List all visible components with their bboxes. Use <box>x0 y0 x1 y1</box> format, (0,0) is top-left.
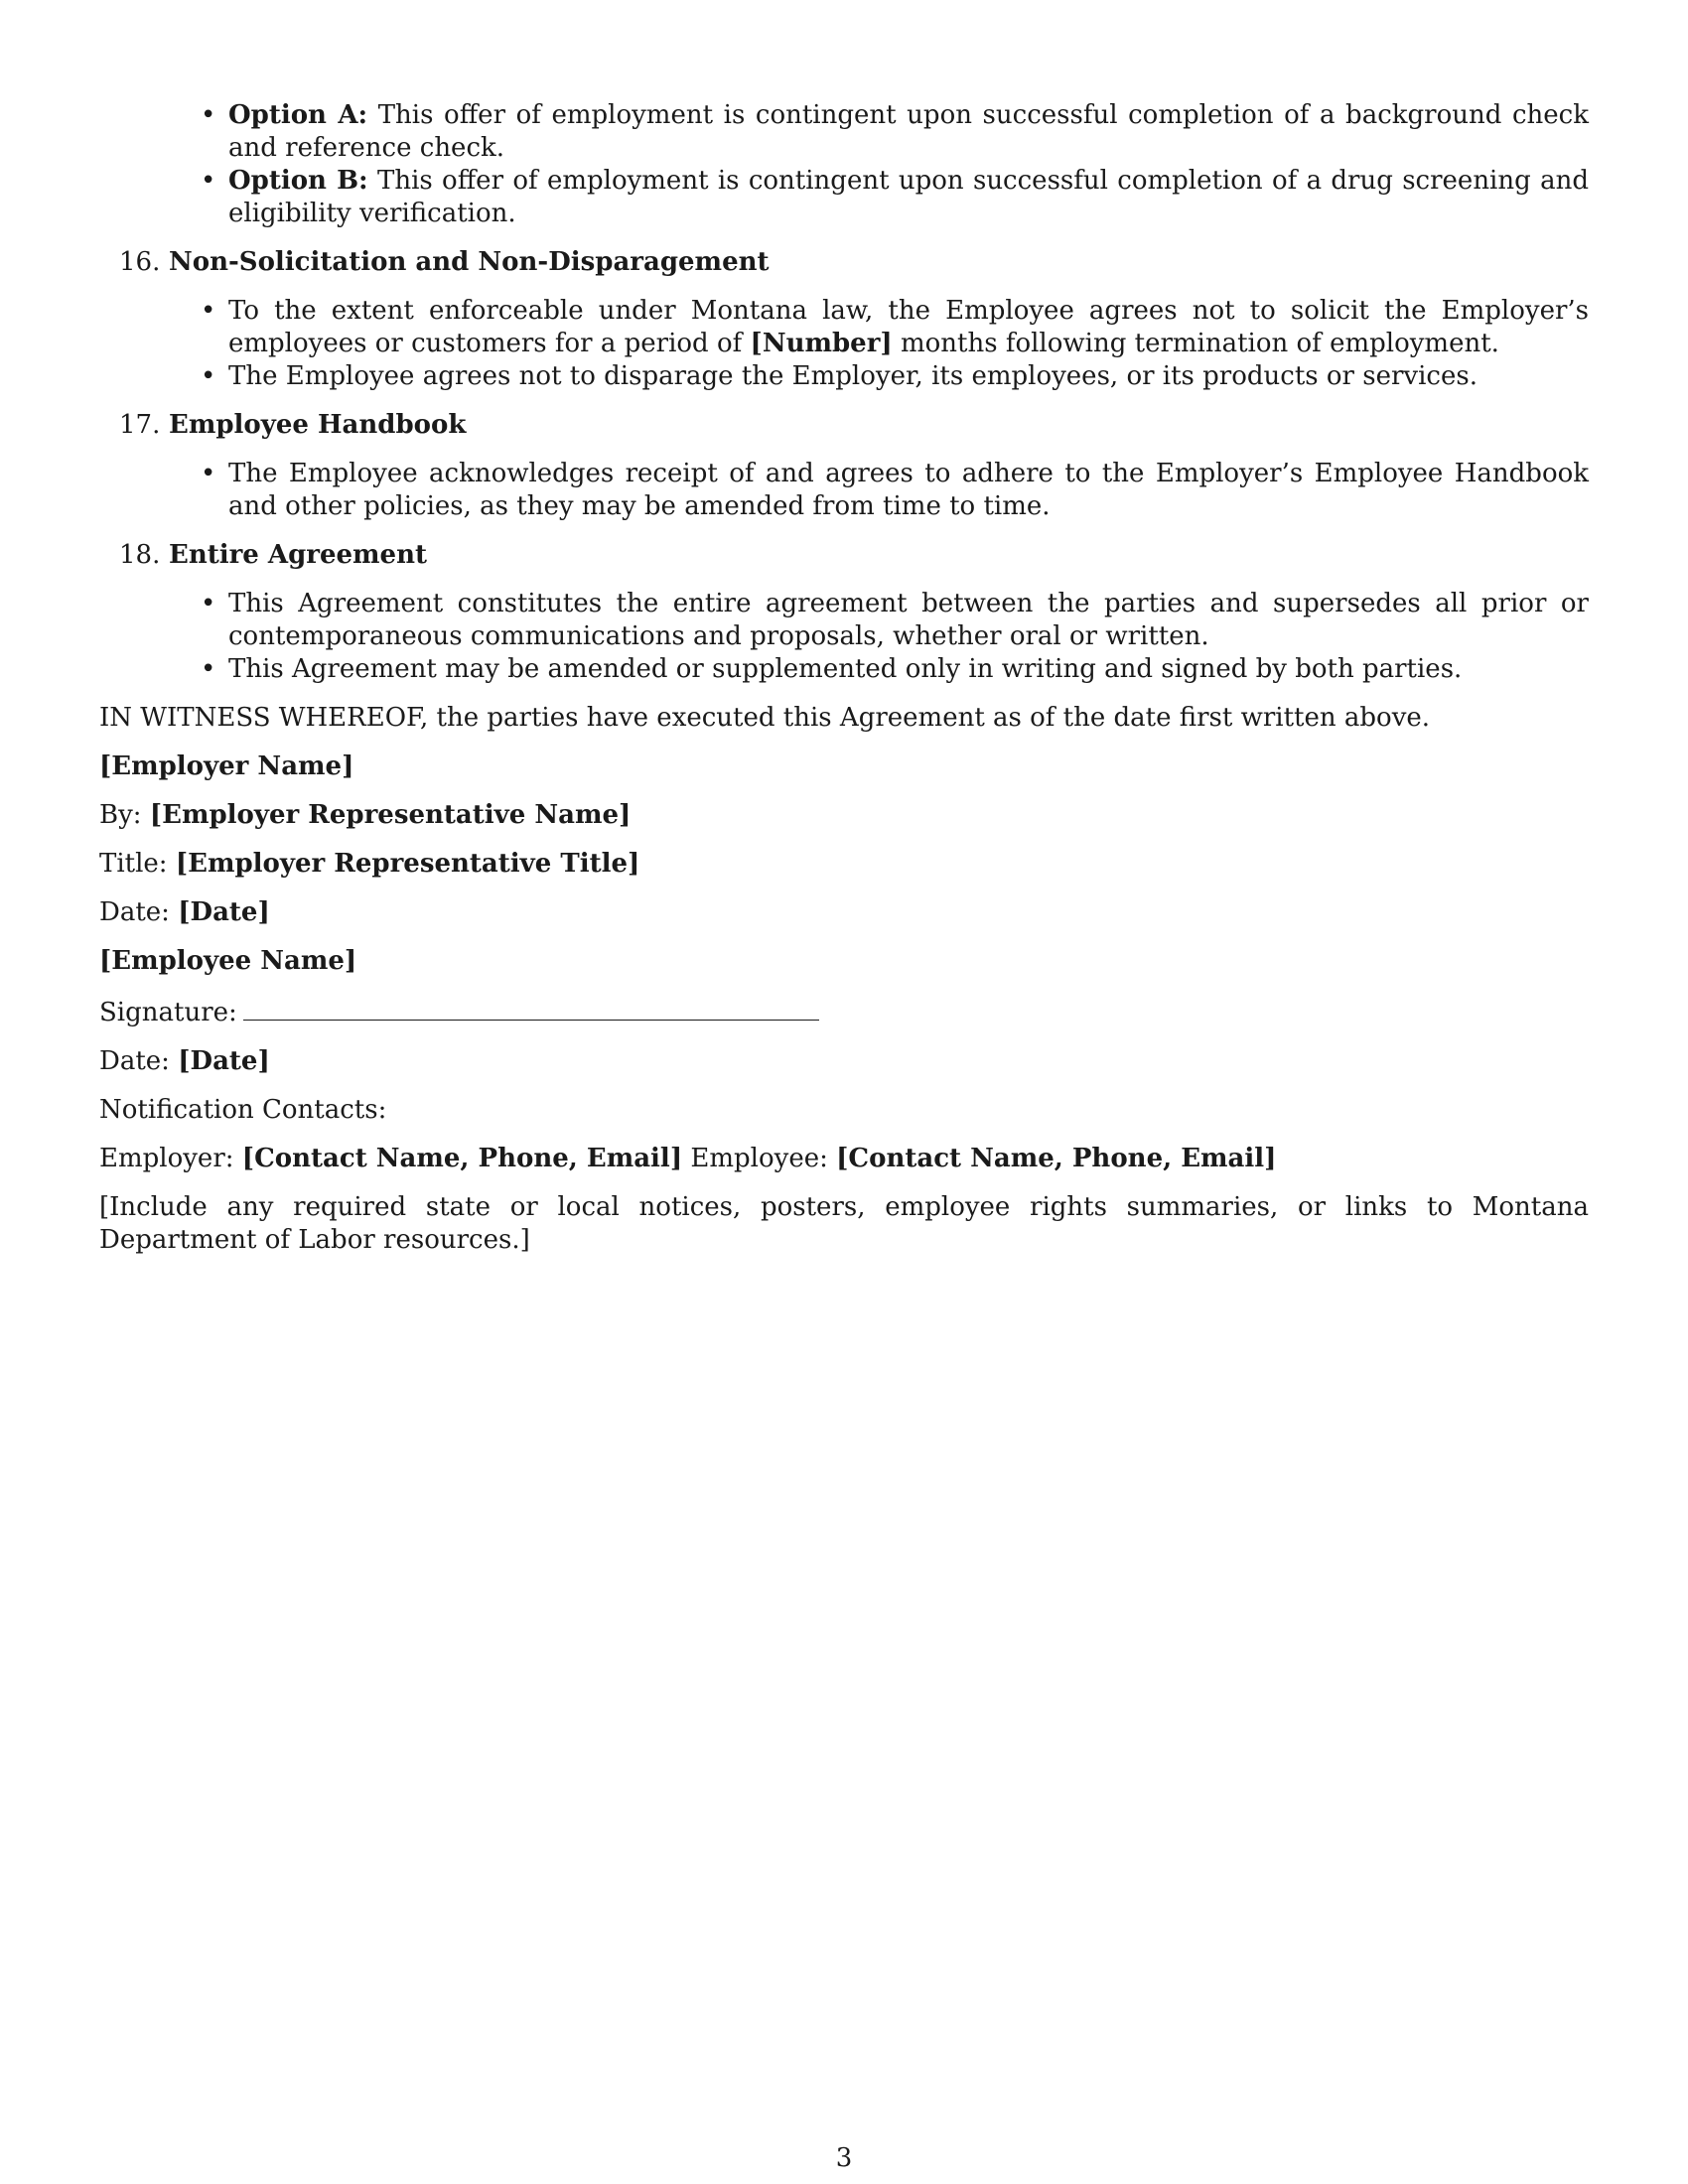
list-item <box>228 295 1589 360</box>
section-17-list <box>99 458 1589 523</box>
notice-paragraph: [Include any required state or local notices, posters, employee rights summaries, or links to Montana Department of Labor resources.] <box>99 1192 1589 1255</box>
document-page <box>99 99 1589 1257</box>
list-item <box>228 99 1589 165</box>
employer-contact-value: [Contact Name, Phone, Email] <box>241 1144 683 1173</box>
by-label: By: <box>99 800 142 830</box>
section-number: 18. <box>119 540 161 570</box>
section-18-heading <box>99 539 1589 572</box>
notification-heading: Notification Contacts: <box>99 1095 387 1125</box>
section-title: Non-Solicitation and Non-Disparagement <box>169 247 770 277</box>
list-item <box>228 165 1589 230</box>
list-item: • The Employee acknowledges receipt of and agrees to adhere to the Employer’s Employee Handbook and other policies, as they may be amended from time to time. <box>228 458 1589 523</box>
employer-name <box>99 751 1589 783</box>
option-a-text: This offer of employment is contingent upon successful completion of a background check and reference check. <box>228 100 1589 163</box>
page-number: 3 <box>835 2143 853 2173</box>
employer-title-line <box>99 848 1589 881</box>
employer-name-value: [Employer Name] <box>99 751 354 781</box>
employee-date-line <box>99 1045 1589 1078</box>
option-b-text: This offer of employment is contingent upon successful completion of a drug screening and eligibility verification. <box>228 166 1589 228</box>
section-title: Employee Handbook <box>169 410 467 440</box>
employee-contact-value: [Contact Name, Phone, Email] <box>836 1144 1277 1173</box>
signature-label: Signature: <box>99 998 237 1027</box>
title-label: Title: <box>99 849 168 879</box>
option-a-label: Option A: <box>228 100 368 130</box>
by-value: [Employer Representative Name] <box>149 800 632 830</box>
item-text: To the extent enforceable under Montana law, the Employee agrees not to solicit the Employer’s employees or customers for a period of <box>228 296 1589 358</box>
date-label: Date: <box>99 1046 170 1076</box>
list-item: • The Employee agrees not to disparage the Employer, its employees, or its products or services. <box>228 360 1589 393</box>
date-value: [Date] <box>178 1046 270 1076</box>
section-17-heading <box>99 409 1589 442</box>
continued-option-list <box>99 99 1589 230</box>
section-16-list <box>99 295 1589 393</box>
employee-contact-label: Employee: <box>690 1144 828 1173</box>
date-value: [Date] <box>178 897 270 927</box>
section-16-heading <box>99 246 1589 279</box>
date-label: Date: <box>99 897 170 927</box>
employee-name-value: [Employee Name] <box>99 946 357 976</box>
section-number: 16. <box>119 247 161 277</box>
section-title: Entire Agreement <box>169 540 427 570</box>
section-number: 17. <box>119 410 161 440</box>
employer-date-line <box>99 896 1589 929</box>
signature-line <box>99 994 1589 1029</box>
notification-contacts-line <box>99 1143 1589 1175</box>
signature-field[interactable] <box>243 994 819 1021</box>
item-text: months following termination of employment. <box>892 329 1499 358</box>
section-18-list <box>99 588 1589 686</box>
list-item: • This Agreement constitutes the entire agreement between the parties and supersedes all prior or contemporaneous communications and proposals, whether oral or written. <box>228 588 1589 653</box>
employer-contact-label: Employer: <box>99 1144 234 1173</box>
list-item: • This Agreement may be amended or supplemented only in writing and signed by both parties. <box>228 653 1589 686</box>
title-value: [Employer Representative Title] <box>175 849 640 879</box>
number-placeholder: [Number] <box>750 329 893 358</box>
option-b-label: Option B: <box>228 166 368 196</box>
employer-by-line <box>99 799 1589 832</box>
employee-name <box>99 945 1589 978</box>
witness-statement: IN WITNESS WHEREOF, the parties have executed this Agreement as of the date first written above. <box>99 703 1431 733</box>
